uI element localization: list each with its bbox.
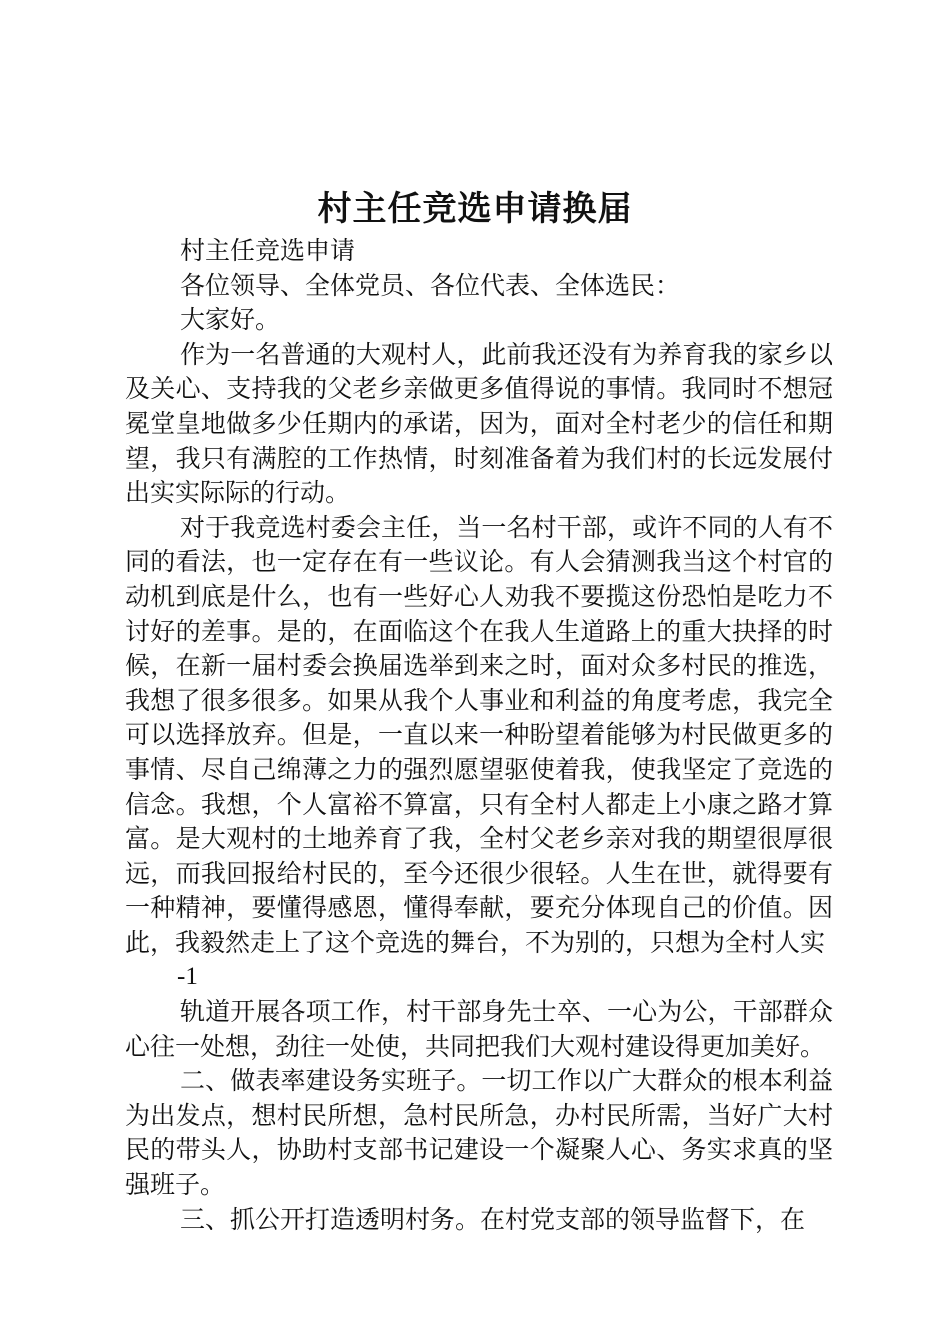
paragraph-motivation: 对于我竞选村委会主任，当一名村干部，或许不同的人有不同的看法，也一定存在有一些议论。有人会猜测我当这个村官的动机到底是什么，也有一些好心人劝我不要揽这份恐怕是吃力不讨好的差事。是的，在面临这个在我人生道路上的重大抉择的时候，在新一届村委会换届选举到来之时，面对众多村民的推选，我想了很多很多。如果从我个人事业和利益的角度考虑，我完全可以选择放弃。但是，一直以来一种盼望着能够为村民做更多的事情、尽自己绵薄之力的强烈愿望驱使着我，使我坚定了竞选的信念。我想，个人富裕不算富，只有全村人都走上小康之路才算富。是大观村的土地养育了我，全村父老乡亲对我的期望很厚很远，而我回报给村民的，至今还很少很轻。人生在世，就得要有一种精神，要懂得感恩，懂得奉献，要充分体现自己的价值。因此，我毅然走上了这个竞选的舞台，不为别的，只想为全村人实: [125, 512, 833, 957]
page-number: -1: [177, 963, 198, 991]
salutation-audience: 各位领导、全体党员、各位代表、全体选民：: [180, 270, 681, 300]
paragraph-point-two: 二、做表率建设务实班子。一切工作以广大群众的根本利益为出发点，想村民所想，急村民所急，办村民所需，当好广大村民的带头人，协助村支部书记建设一个凝聚人心、务实求真的坚强班子。: [125, 1066, 833, 1200]
paragraph-intro: 作为一名普通的大观村人，此前我还没有为养育我的家乡以及关心、支持我的父老乡亲做更多值得说的事情。我同时不想冠冕堂皇地做多少任期内的承诺，因为，面对全村老少的信任和期望，我只有满腔的工作热情，时刻准备着为我们村的长远发展付出实实际际的行动。: [125, 339, 833, 508]
paragraph-point-three: 三、抓公开打造透明村务。在村党支部的领导监督下，在: [180, 1204, 806, 1234]
greeting: 大家好。: [180, 305, 281, 335]
salutation-heading: 村主任竞选申请: [180, 236, 356, 265]
document-body: [125, 234, 833, 1237]
document-title: 村主任竞选申请换届: [317, 189, 633, 229]
paragraph-continued: 轨道开展各项工作，村干部身先士卒、一心为公，干部群众心往一处想，劲往一处使，共同把我们大观村建设得更加美好。: [125, 997, 833, 1061]
